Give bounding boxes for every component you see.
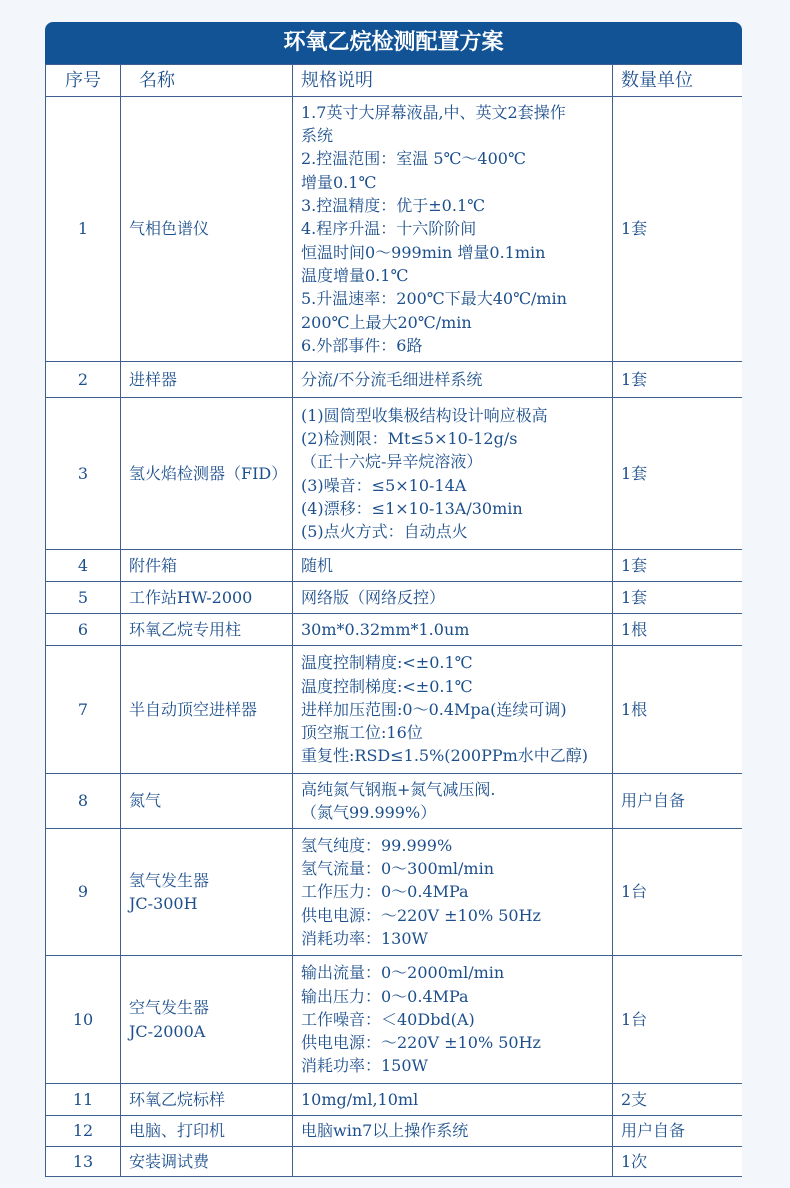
spec-line: 供电电源：～220V ±10% 50Hz — [301, 1033, 541, 1053]
spec-line: 10mg/ml,10ml — [301, 1089, 419, 1109]
config-table-card — [45, 22, 742, 1177]
item-name — [121, 1084, 293, 1116]
item-quantity: 1次 — [613, 1147, 743, 1177]
spec-line: 工作压力：0～0.4MPa — [301, 882, 469, 902]
item-name-line: 半自动顶空进样器 — [129, 699, 258, 719]
spec-line: 30m*0.32mm*1.0um — [301, 619, 470, 639]
item-quantity: 1套 — [613, 582, 743, 614]
spec-line: （正十六烷-异辛烷溶液） — [301, 452, 483, 472]
spec-line: 输出流量：0～2000ml/min — [301, 963, 505, 983]
item-quantity: 用户自备 — [613, 1116, 743, 1147]
item-name — [121, 829, 293, 956]
spec-line: 工作噪音：＜40Dbd(A) — [301, 1009, 475, 1029]
item-name-line: JC-2000A — [129, 1021, 206, 1041]
item-name — [121, 774, 293, 829]
item-quantity: 1台 — [613, 956, 743, 1084]
table-row — [46, 362, 743, 398]
item-name — [121, 1147, 293, 1177]
item-spec — [293, 646, 613, 774]
spec-line: 分流/不分流毛细进样系统 — [301, 369, 483, 389]
spec-line: 系统 — [301, 126, 334, 146]
table-row — [46, 614, 743, 646]
table-row — [46, 956, 743, 1084]
header-qty: 数量单位 — [613, 65, 743, 97]
item-name — [121, 398, 293, 550]
item-name-line: 氢火焰检测器（FID） — [129, 463, 288, 483]
item-quantity: 1套 — [613, 398, 743, 550]
table-row — [46, 582, 743, 614]
spec-line: (4)漂移：≤1×10-13A/30min — [301, 498, 523, 518]
item-name-line: 环氧乙烷专用柱 — [129, 619, 242, 639]
spec-line: 氢气纯度：99.999% — [301, 835, 453, 855]
row-number: 10 — [46, 956, 121, 1084]
spec-line: 2.控温范围：室温 5℃～400℃ — [301, 149, 526, 169]
item-quantity: 2支 — [613, 1084, 743, 1116]
item-spec — [293, 1116, 613, 1147]
item-name — [121, 614, 293, 646]
item-name-line: 气相色谱仪 — [129, 219, 210, 239]
spec-line: (5)点火方式：自动点火 — [301, 522, 468, 542]
item-name — [121, 956, 293, 1084]
item-spec — [293, 829, 613, 956]
item-name-line: 安装调试费 — [129, 1151, 210, 1171]
spec-line: 200℃上最大20℃/min — [301, 312, 472, 332]
spec-line: 电脑win7以上操作系统 — [301, 1121, 469, 1141]
table-row — [46, 398, 743, 550]
spec-line: 高纯氮气钢瓶+氮气减压阀. — [301, 779, 496, 799]
item-name — [121, 582, 293, 614]
item-quantity: 用户自备 — [613, 774, 743, 829]
spec-line: 温度增量0.1℃ — [301, 265, 409, 285]
row-number: 8 — [46, 774, 121, 829]
item-name-line: 氮气 — [129, 791, 162, 811]
row-number: 6 — [46, 614, 121, 646]
spec-line: 5.升温速率：200℃下最大40℃/min — [301, 289, 567, 309]
spec-line: 3.控温精度：优于±0.1℃ — [301, 196, 486, 216]
header-name: 名称 — [121, 65, 293, 97]
table-title: 环氧乙烷检测配置方案 — [45, 22, 742, 64]
item-spec — [293, 550, 613, 582]
table-row — [46, 1084, 743, 1116]
item-name-line: 电脑、打印机 — [129, 1121, 226, 1141]
row-number: 1 — [46, 97, 121, 362]
spec-line: 消耗功率：150W — [301, 1056, 428, 1076]
spec-line: (2)检测限：Mt≤5×10-12g/s — [301, 428, 518, 448]
item-name-line: 氢气发生器 — [129, 870, 210, 890]
spec-line: 消耗功率：130W — [301, 928, 428, 948]
item-quantity: 1台 — [613, 829, 743, 956]
item-spec — [293, 97, 613, 362]
table-row — [46, 1147, 743, 1177]
item-name — [121, 1116, 293, 1147]
spec-line: 温度控制梯度:<±0.1℃ — [301, 676, 473, 696]
item-spec — [293, 1147, 613, 1177]
spec-line: 进样加压范围:0～0.4Mpa(连续可调) — [301, 699, 567, 719]
table-row — [46, 774, 743, 829]
spec-line: 1.7英寸大屏幕液晶,中、英文2套操作 — [301, 102, 566, 122]
row-number: 11 — [46, 1084, 121, 1116]
table-row — [46, 646, 743, 774]
item-spec — [293, 614, 613, 646]
spec-line: 氢气流量：0～300ml/min — [301, 859, 494, 879]
item-quantity: 1根 — [613, 646, 743, 774]
spec-line: 输出压力：0～0.4MPa — [301, 986, 469, 1006]
item-spec — [293, 362, 613, 398]
item-name-line: 环氧乙烷标样 — [129, 1089, 226, 1109]
header-no: 序号 — [46, 65, 121, 97]
spec-line: 随机 — [301, 555, 334, 575]
item-name-line: 附件箱 — [129, 555, 178, 575]
item-spec — [293, 1084, 613, 1116]
table-row — [46, 1116, 743, 1147]
item-name-line: JC-300H — [129, 894, 198, 913]
spec-line: 6.外部事件：6路 — [301, 335, 423, 355]
spec-line: 恒温时间0～999min 增量0.1min — [301, 242, 546, 262]
item-name-line: 进样器 — [129, 369, 178, 389]
item-name — [121, 550, 293, 582]
spec-line: 网络版（网络反控） — [301, 587, 446, 607]
header-row — [46, 65, 743, 97]
item-quantity: 1套 — [613, 97, 743, 362]
row-number: 7 — [46, 646, 121, 774]
item-quantity: 1套 — [613, 362, 743, 398]
spec-line: 顶空瓶工位:16位 — [301, 723, 423, 743]
item-spec — [293, 956, 613, 1084]
table-row — [46, 550, 743, 582]
item-spec — [293, 582, 613, 614]
spec-line: 供电电源：～220V ±10% 50Hz — [301, 905, 541, 925]
item-name — [121, 362, 293, 398]
row-number: 5 — [46, 582, 121, 614]
item-spec — [293, 398, 613, 550]
header-spec: 规格说明 — [293, 65, 613, 97]
config-table — [45, 64, 742, 1177]
row-number: 12 — [46, 1116, 121, 1147]
row-number: 4 — [46, 550, 121, 582]
item-spec — [293, 774, 613, 829]
row-number: 13 — [46, 1147, 121, 1177]
spec-line: 温度控制精度:<±0.1℃ — [301, 653, 473, 673]
row-number: 9 — [46, 829, 121, 956]
item-name — [121, 97, 293, 362]
table-row — [46, 829, 743, 956]
row-number: 3 — [46, 398, 121, 550]
item-name-line: 工作站HW-2000 — [129, 587, 253, 607]
item-name-line: 空气发生器 — [129, 998, 210, 1018]
item-name — [121, 646, 293, 774]
spec-line: 4.程序升温：十六阶阶间 — [301, 219, 477, 239]
item-quantity: 1根 — [613, 614, 743, 646]
spec-line: 增量0.1℃ — [301, 172, 377, 192]
spec-line: 重复性:RSD≤1.5%(200PPm水中乙醇) — [301, 746, 589, 766]
row-number: 2 — [46, 362, 121, 398]
item-quantity: 1套 — [613, 550, 743, 582]
spec-line: (3)噪音：≤5×10-14A — [301, 475, 467, 495]
spec-line: (1)圆筒型收集极结构设计响应极高 — [301, 405, 548, 425]
spec-line: （氮气99.999%） — [301, 803, 437, 822]
table-row — [46, 97, 743, 362]
